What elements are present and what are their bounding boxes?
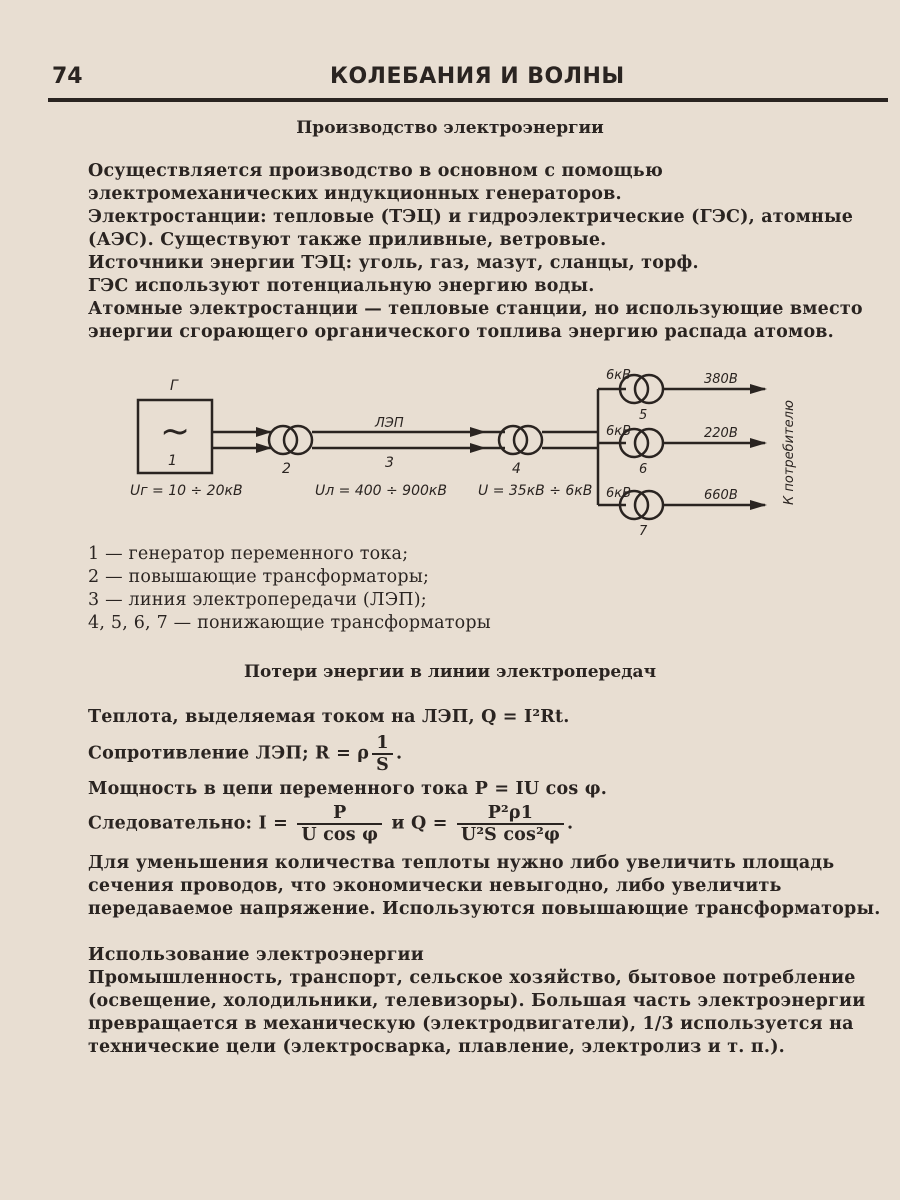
label: 220В [704,426,738,441]
label: 5 [639,408,648,423]
label: 6кВ [606,424,632,439]
label: К потребителю [782,400,797,505]
paragraph-text: Источники энергии ТЭЦ: уголь, газ, мазут, сланцы, торф. [88,253,699,273]
paragraph: Промышленность, транспорт, сельское хозяйство, бытовое потребление (освещение, холодильники, телевизоры). Большая часть электроэнергии превращается в механическую (электродвигатели), 1/3 используется на технические цели (электросварка, плавление, электролиз и т. п.). [88,968,866,1057]
paragraph [88,160,888,344]
power-transmission-diagram [0,355,900,555]
denominator: U²S cos²φ [460,825,560,845]
label: 2 [282,461,291,477]
numerator: P [297,803,382,825]
legend-item: 2 — повышающие трансформаторы; [88,567,430,587]
section-heading: Потери энергии в линии электропередач [243,662,657,682]
label: 6кВ [606,368,632,383]
formula-line: Мощность в цепи переменного тока P = IU cos φ. [88,779,608,799]
legend [88,543,888,635]
label: Uг = 10 ÷ 20кВ [130,483,243,499]
paragraph-text: ГЭС используют потенциальную энергию воды. [88,276,595,296]
text: Следовательно: I = [88,813,289,834]
label: 380В [704,372,738,387]
subheading: Использование электроэнергии [88,945,424,965]
fraction [457,803,564,845]
header-rule [48,98,888,102]
formula-line: Следовательно: I = $\frac{P}{\text{U cos φ}}$ и Q = $\frac{\text{P²ρ1}}{\text{U²S cos²φ}}$ . [88,803,574,845]
numerator: P²ρ1 [457,803,564,825]
label: 4 [512,461,521,477]
formula-line: Сопротивление ЛЭП; R = ρ $\frac{1}{S}$ . [88,733,403,775]
fraction [297,803,382,845]
label: Г [170,378,178,394]
label: 6кВ [606,486,632,501]
text: и Q = [391,813,448,834]
label: 660В [704,488,738,503]
denominator: U cos φ [301,825,379,845]
legend-item: 4, 5, 6, 7 — понижающие трансформаторы [88,613,491,633]
formula-line: Теплота, выделяемая током на ЛЭП, Q = I²Rt. [88,707,570,727]
running-header: КОЛЕБАНИЯ И ВОЛНЫ [330,64,625,89]
numerator: 1 [372,733,393,755]
label: U = 35кВ ÷ 6кВ [478,483,593,499]
label: 7 [639,524,648,539]
label: ЛЭП [375,416,404,431]
legend-item: 3 — линия электропередачи (ЛЭП); [88,590,427,610]
label: 1 [168,453,177,469]
label: Uл = 400 ÷ 900кВ [315,483,447,499]
legend-item: 1 — генератор переменного тока; [88,544,409,564]
paragraph-text: Атомные электростанции — тепловые станции, но использующие вместо энергии сгорающего органического топлива энергию распада атомов. [88,299,863,342]
denominator: S [376,755,389,775]
ac-symbol: ~ [160,411,191,452]
text: Сопротивление ЛЭП; R = ρ [88,743,370,764]
paragraph: Для уменьшения количества теплоты нужно либо увеличить площадь сечения проводов, что экономически невыгодно, либо увеличить передаваемое напряжение. Используются повышающие трансформаторы. [88,853,881,919]
label: 6 [639,462,648,477]
paragraph-text: Электростанции: тепловые (ТЭЦ) и гидроэлектрические (ГЭС), атомные (АЭС). Существуют также приливные, ветровые. [88,207,854,250]
label: 3 [385,455,394,471]
fraction [372,733,393,775]
section-heading: Производство электроэнергии [296,118,604,138]
paragraph-text: Осуществляется производство в основном с помощью электромеханических индукционных генераторов. [88,161,663,204]
page-number: 74 [52,64,83,89]
